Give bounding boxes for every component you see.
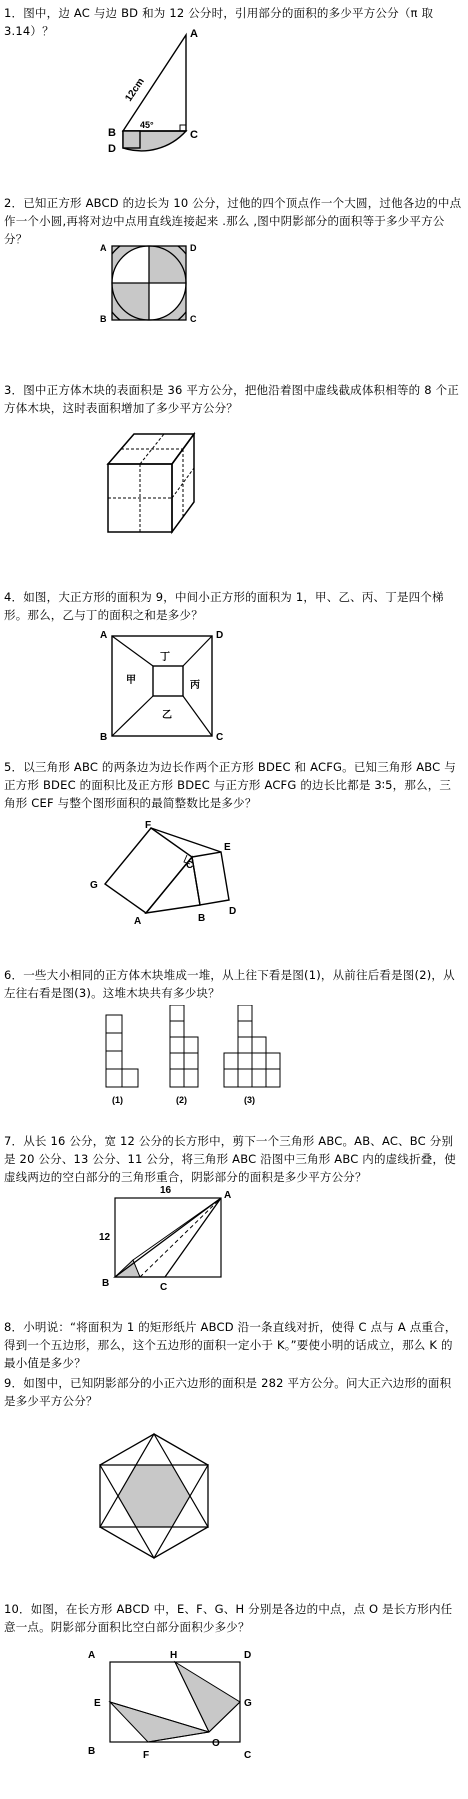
label-angle: 45° [140,120,154,130]
label-height: 12 [99,1232,111,1243]
right-angle-mark [180,125,186,131]
question-10-figure [86,1646,266,1766]
label-b: B [88,1746,96,1757]
question-5-figure [86,818,256,930]
question-2-figure [98,242,198,326]
label-ding: 丁 [160,652,170,663]
view-1 [106,1015,138,1087]
label-b: B [108,127,116,139]
square-bdec [192,852,229,905]
label-c: C [244,1750,252,1761]
label-view-2: (2) [176,1095,187,1105]
label-b: B [102,1278,110,1289]
label-c: C [186,860,194,871]
fold-line [140,1198,221,1277]
label-g: G [90,880,98,891]
label-c: C [160,1282,168,1293]
label-b: B [100,732,108,743]
label-d: D [190,243,197,253]
label-o: O [212,1738,220,1749]
view-2 [170,1005,198,1087]
label-c: C [216,732,224,743]
label-g: G [244,1698,252,1709]
label-d: D [108,143,116,155]
label-a: A [224,1190,232,1201]
question-1-figure [100,28,230,176]
question-1-text: 1．图中，边 AC 与边 BD 和为 12 公分时，引用部分的面积的多少平方公分（π 取 3.14）？ [4,6,434,38]
label-a: A [100,243,107,253]
label-c: C [190,314,197,324]
label-bing: 丙 [190,680,200,691]
question-3-text: 3．图中正方体木块的表面积是 36 平方公分，把他沿着图中虚线截成体积相等的 8 个正方体木块，这时表面积增加了多少平方公分？ [4,383,459,415]
label-width: 16 [160,1185,172,1196]
shaded-triangle-efo [110,1702,209,1742]
label-c: C [190,129,198,141]
triangle-abc [115,1198,221,1277]
label-e: E [94,1698,101,1709]
question-4-figure [98,628,228,746]
question-6-text: 6．一些大小相同的正方体木块堆成一堆，从上往下看是图(1)，从前往后看是图(2)，从左往右看是图(3)。这堆木块共有多少块？ [4,968,455,1000]
label-yi: 乙 [162,710,172,721]
label-view-3: (3) [244,1095,255,1105]
label-d: D [216,630,224,641]
question-5-text: 5．以三角形 ABC 的两条边为边长作两个正方形 BDEC 和 ACFG。已知三角形 ABC 与正方形 BDEC 的面积比及正方形 BDEC 与正方形 ACFG 的边长比都是 3∶5，那么，三角形 CEF 与整个图形面积的最简整数比是多少？ [4,760,456,810]
label-f: F [145,820,152,831]
question-7-figure [96,1184,236,1294]
label-jia: 甲 [126,675,136,686]
question-7-text: 7．从长 16 公分，宽 12 公分的长方形中，剪下一个三角形 ABC。AB、AC、BC 分别是 20 公分、13 公分、11 公分，将三角形 ABC 沿图中三角形 ABC 内的虚线折叠，使虚线两边的空白部分的三角形重合，阴影部分的面积是多少平方公分？ [4,1134,456,1184]
label-d: D [229,906,237,917]
label-d: D [244,1650,252,1661]
label-a: A [134,916,142,927]
label-e: E [224,842,231,853]
small-square [153,666,183,696]
label-h: H [170,1650,178,1661]
label-a: A [88,1650,96,1661]
square-bd [123,131,140,148]
label-a: A [190,28,198,40]
label-f: F [143,1750,150,1761]
folded-edge [133,1198,221,1260]
question-9-figure [94,1428,214,1564]
label-view-1: (1) [112,1095,123,1105]
label-length: 12cm [123,76,147,104]
question-4-text: 4．如图，大正方形的面积为 9，中间小正方形的面积为 1，甲、乙、丙、丁是四个梯形。那么，乙与丁的面积之和是多少？ [4,590,444,622]
square-acfg [105,828,192,913]
label-b: B [100,314,107,324]
shaded-triangle-hgo [175,1662,240,1732]
question-6-figure [98,1005,294,1111]
label-a: A [100,630,108,641]
view-3 [224,1005,280,1087]
question-10-text: 10．如图，在长方形 ABCD 中，E、F、G、H 分别是各边的中点，点 O 是长方形内任意一点。阴影部分面积比空白部分面积少多少？ [4,1602,453,1634]
question-9-text: 9．如图中，已知阴影部分的小正六边形的面积是 282 平方公分。问大正六边形的面积是多少平方公分？ [4,1376,452,1408]
question-3-figure [100,430,200,540]
question-2-text: 2．已知正方形 ABCD 的边长为 10 公分，过他的四个顶点作一个大圆，过他各边的中点作一个小圆,再将对边中点用直线连接起来 .那么 ,图中阴影部分的面积等于多少平方公分？ [4,196,462,246]
question-8-text: 8．小明说：“将面积为 1 的矩形纸片 ABCD 沿一条直线对折，使得 C 点与 A 点重合，得到一个五边形，那么，这个五边形的面积一定小于 K。”要使小明的话成立，那么 K 的最小值是多少？ [4,1320,457,1370]
segment-fe [151,828,221,852]
small-hexagon-shaded [118,1465,190,1527]
label-b: B [198,913,206,924]
